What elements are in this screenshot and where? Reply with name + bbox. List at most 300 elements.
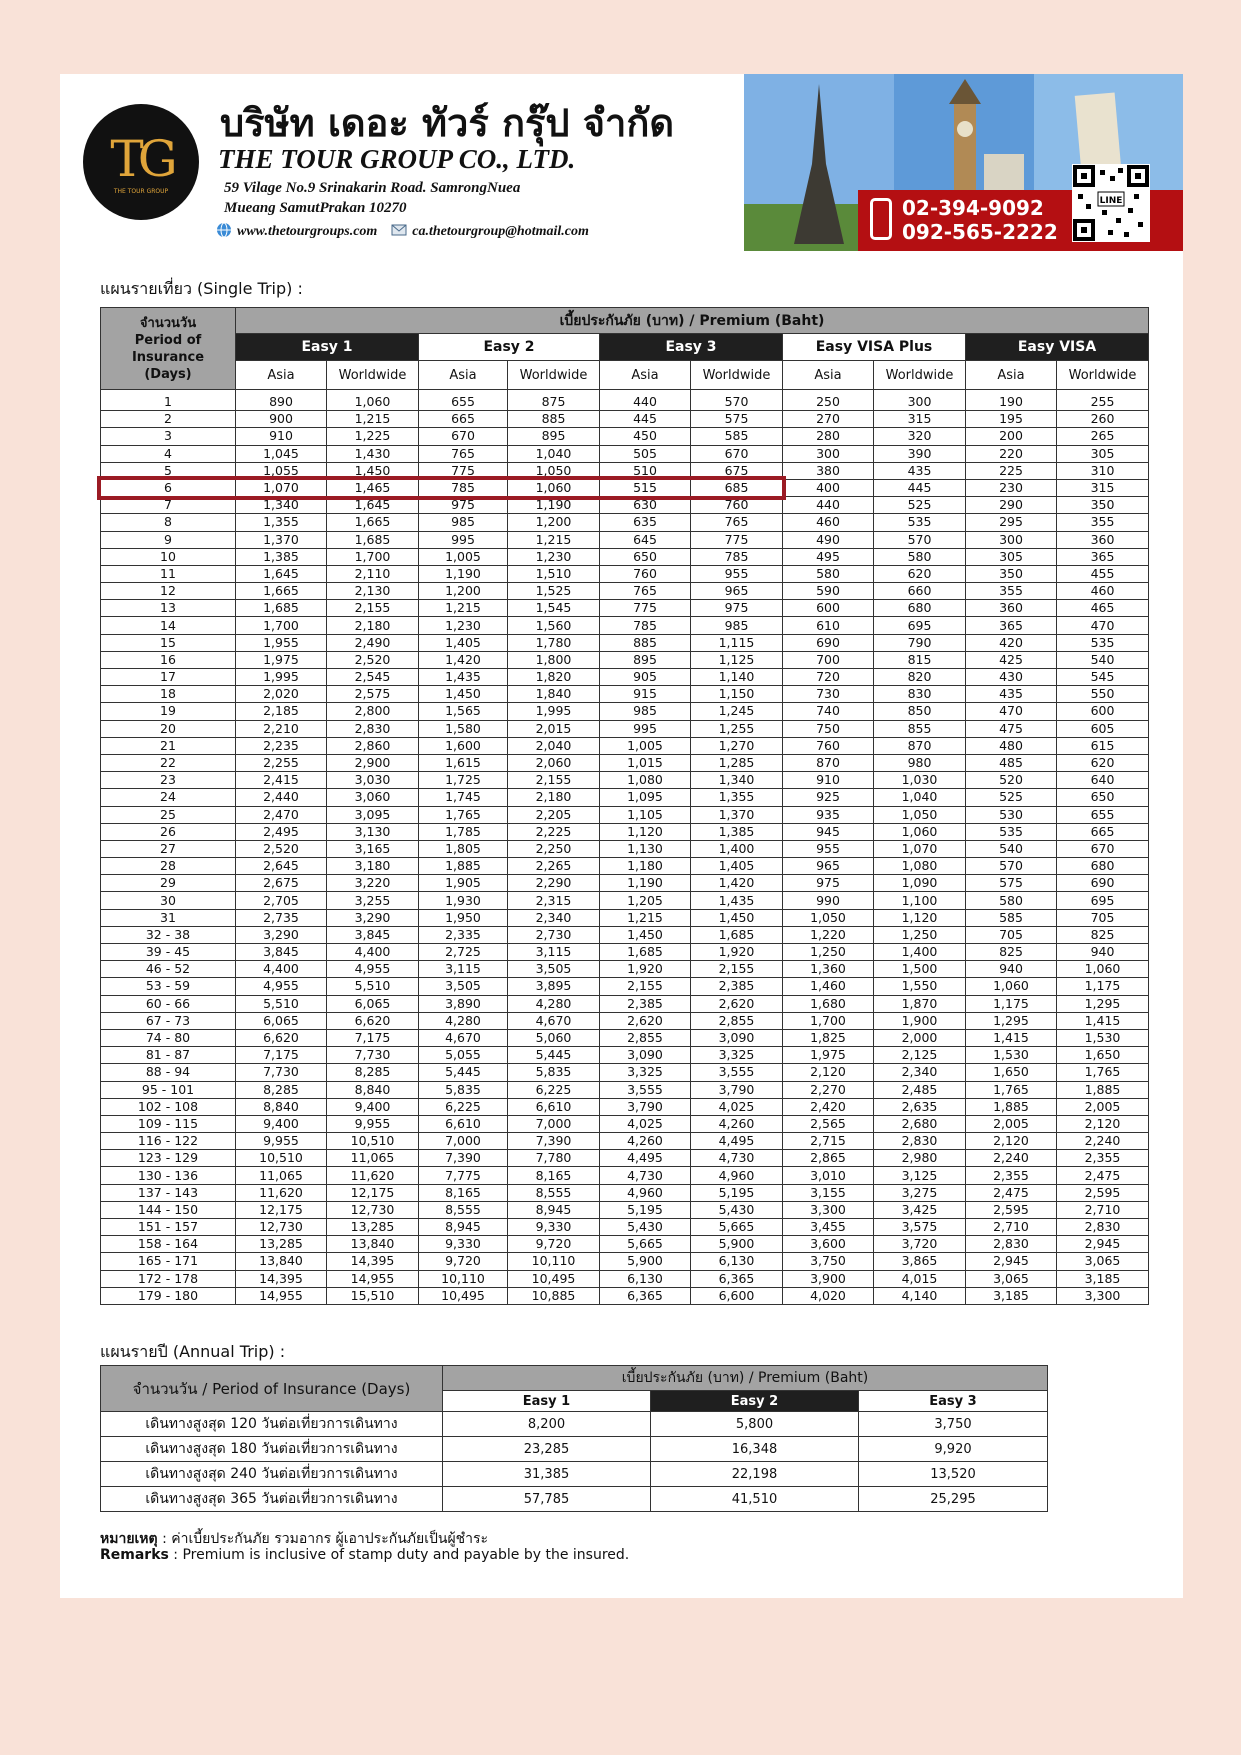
premium-cell: 2,120 (1057, 1115, 1149, 1132)
table-row (101, 1236, 1149, 1253)
premium-cell: 8,165 (508, 1167, 600, 1184)
globe-icon (216, 222, 232, 238)
premium-cell: 1,070 (236, 479, 327, 496)
address-line-1: 59 Vilage No.9 Srinakarin Road. SamrongNuea (224, 180, 521, 196)
premium-cell: 775 (600, 600, 691, 617)
premium-cell: 4,025 (600, 1115, 691, 1132)
annual-plan-easy3: Easy 3 (859, 1391, 1048, 1412)
premium-cell: 1,340 (691, 772, 783, 789)
premium-cell: 7,775 (419, 1167, 508, 1184)
period-cell: 21 (101, 737, 236, 754)
premium-cell: 760 (783, 737, 874, 754)
premium-cell: 1,060 (966, 978, 1057, 995)
premium-cell: 2,635 (874, 1098, 966, 1115)
table-row (101, 1012, 1149, 1029)
table-row (101, 772, 1149, 789)
premium-cell: 540 (966, 840, 1057, 857)
premium-cell: 2,830 (1057, 1219, 1149, 1236)
premium-cell: 3,185 (1057, 1270, 1149, 1287)
premium-cell: 320 (874, 428, 966, 445)
premium-cell: 2,470 (236, 806, 327, 823)
premium-cell: 2,110 (327, 565, 419, 582)
premium-cell: 2,155 (600, 978, 691, 995)
premium-cell: 280 (783, 428, 874, 445)
premium-cell: 1,090 (874, 875, 966, 892)
premium-cell: 3,325 (600, 1064, 691, 1081)
premium-cell: 1,650 (966, 1064, 1057, 1081)
premium-cell: 3,720 (874, 1236, 966, 1253)
premium-cell: 2,980 (874, 1150, 966, 1167)
premium-cell: 2,000 (874, 1029, 966, 1046)
rate-sheet (60, 74, 1183, 1598)
premium-cell: 2,020 (236, 686, 327, 703)
table-row (101, 617, 1149, 634)
premium-cell: 885 (508, 411, 600, 428)
period-cell: 6 (101, 479, 236, 496)
premium-cell: 1,550 (874, 978, 966, 995)
premium-cell: 1,765 (419, 806, 508, 823)
table-row (101, 1219, 1149, 1236)
premium-cell: 3,030 (327, 772, 419, 789)
premium-cell: 5,445 (419, 1064, 508, 1081)
annual-plan-easy1: Easy 1 (443, 1391, 651, 1412)
annual-premium-cell: 31,385 (443, 1462, 651, 1487)
premium-cell: 870 (783, 754, 874, 771)
premium-cell: 14,395 (236, 1270, 327, 1287)
contact-row (216, 222, 589, 240)
period-cell: 151 - 157 (101, 1219, 236, 1236)
premium-cell: 650 (1057, 789, 1149, 806)
table-row (101, 514, 1149, 531)
premium-cell: 535 (874, 514, 966, 531)
premium-cell: 1,040 (874, 789, 966, 806)
highlighted-row-marker (97, 476, 786, 499)
premium-cell: 7,175 (327, 1029, 419, 1046)
premium-cell: 360 (1057, 531, 1149, 548)
annual-premium-cell: 57,785 (443, 1487, 651, 1512)
premium-cell: 495 (783, 548, 874, 565)
annual-premium-cell: 5,800 (651, 1412, 859, 1437)
plan-header-easy-visa: Easy VISA (966, 334, 1149, 361)
premium-cell: 885 (600, 634, 691, 651)
premium-cell: 9,720 (508, 1236, 600, 1253)
company-name-english: THE TOUR GROUP CO., LTD. (218, 144, 576, 174)
premium-cell: 3,505 (508, 961, 600, 978)
premium-cell: 1,785 (419, 823, 508, 840)
premium-cell: 1,805 (419, 840, 508, 857)
premium-cell: 2,725 (419, 944, 508, 961)
remark-thai-label: หมายเหตุ (100, 1531, 158, 1547)
premium-cell: 4,670 (419, 1029, 508, 1046)
annual-period-cell: เดินทางสูงสุด 240 วันต่อเที่ยวการเดินทาง (101, 1462, 443, 1487)
table-row (101, 1462, 1048, 1487)
premium-cell: 2,155 (508, 772, 600, 789)
table-row (101, 909, 1149, 926)
premium-cell: 3,065 (1057, 1253, 1149, 1270)
premium-cell: 2,265 (508, 858, 600, 875)
premium-cell: 2,545 (327, 669, 419, 686)
premium-cell: 5,055 (419, 1047, 508, 1064)
premium-cell: 1,685 (327, 531, 419, 548)
premium-cell: 1,600 (419, 737, 508, 754)
premium-cell: 5,430 (691, 1201, 783, 1218)
premium-cell: 7,730 (236, 1064, 327, 1081)
premium-cell: 3,125 (874, 1167, 966, 1184)
period-cell: 60 - 66 (101, 995, 236, 1012)
premium-cell: 955 (783, 840, 874, 857)
premium-cell: 455 (1057, 565, 1149, 582)
period-cell: 19 (101, 703, 236, 720)
premium-cell: 2,180 (327, 617, 419, 634)
premium-cell: 225 (966, 462, 1057, 479)
premium-cell: 1,840 (508, 686, 600, 703)
premium-cell: 2,355 (1057, 1150, 1149, 1167)
premium-cell: 1,120 (600, 823, 691, 840)
premium-cell: 890 (236, 390, 327, 411)
premium-cell: 1,015 (600, 754, 691, 771)
premium-cell: 490 (783, 531, 874, 548)
premium-cell: 910 (236, 428, 327, 445)
premium-cell: 850 (874, 703, 966, 720)
premium-cell: 590 (783, 583, 874, 600)
premium-cell: 785 (691, 548, 783, 565)
premium-cell: 2,710 (1057, 1201, 1149, 1218)
premium-cell: 10,885 (508, 1287, 600, 1304)
premium-cell: 1,545 (508, 600, 600, 617)
premium-cell: 580 (966, 892, 1057, 909)
premium-cell: 5,665 (691, 1219, 783, 1236)
premium-cell: 10,495 (419, 1287, 508, 1304)
premium-cell: 5,195 (691, 1184, 783, 1201)
premium-cell: 815 (874, 651, 966, 668)
premium-cell: 4,400 (236, 961, 327, 978)
annual-premium-cell: 13,520 (859, 1462, 1048, 1487)
premium-cell: 1,120 (874, 909, 966, 926)
premium-cell: 3,090 (600, 1047, 691, 1064)
premium-cell: 5,060 (508, 1029, 600, 1046)
table-row (101, 1270, 1149, 1287)
premium-cell: 1,190 (508, 497, 600, 514)
premium-cell: 750 (783, 720, 874, 737)
email-link[interactable]: ca.thetourgroup@hotmail.com (412, 224, 589, 239)
period-cell: 144 - 150 (101, 1201, 236, 1218)
premium-cell: 4,955 (236, 978, 327, 995)
premium-cell: 12,175 (236, 1201, 327, 1218)
premium-cell: 620 (874, 565, 966, 582)
premium-cell: 3,575 (874, 1219, 966, 1236)
premium-cell: 580 (783, 565, 874, 582)
premium-cell: 2,120 (783, 1064, 874, 1081)
premium-cell: 665 (419, 411, 508, 428)
premium-cell: 440 (600, 390, 691, 411)
premium-cell: 680 (1057, 858, 1149, 875)
table-row (101, 961, 1149, 978)
premium-cell: 360 (966, 600, 1057, 617)
premium-cell: 1,995 (236, 669, 327, 686)
table-row (101, 1081, 1149, 1098)
premium-cell: 1,420 (691, 875, 783, 892)
premium-cell: 1,080 (600, 772, 691, 789)
premium-cell: 610 (783, 617, 874, 634)
premium-cell: 5,195 (600, 1201, 691, 1218)
premium-cell: 1,530 (1057, 1029, 1149, 1046)
premium-cell: 2,830 (966, 1236, 1057, 1253)
table-row (101, 1184, 1149, 1201)
premium-cell: 3,300 (1057, 1287, 1149, 1304)
premium-cell: 2,475 (1057, 1167, 1149, 1184)
plan-header-easy1: Easy 1 (236, 334, 419, 361)
premium-cell: 4,280 (508, 995, 600, 1012)
premium-cell: 460 (1057, 583, 1149, 600)
annual-period-header: จำนวนวัน / Period of Insurance (Days) (101, 1366, 443, 1412)
premium-cell: 995 (419, 531, 508, 548)
annual-premium-cell: 16,348 (651, 1437, 859, 1462)
premium-cell: 660 (874, 583, 966, 600)
period-cell: 30 (101, 892, 236, 909)
premium-cell: 2,290 (508, 875, 600, 892)
premium-cell: 1,530 (966, 1047, 1057, 1064)
premium-cell: 1,955 (236, 634, 327, 651)
period-cell: 4 (101, 445, 236, 462)
premium-cell: 9,720 (419, 1253, 508, 1270)
premium-cell: 2,155 (691, 961, 783, 978)
premium-cell: 975 (691, 600, 783, 617)
premium-cell: 4,960 (691, 1167, 783, 1184)
premium-cell: 295 (966, 514, 1057, 531)
premium-cell: 2,865 (783, 1150, 874, 1167)
premium-cell: 585 (691, 428, 783, 445)
premium-cell: 1,270 (691, 737, 783, 754)
premium-cell: 4,730 (691, 1150, 783, 1167)
premium-cell: 2,440 (236, 789, 327, 806)
premium-cell: 1,450 (691, 909, 783, 926)
premium-cell: 1,905 (419, 875, 508, 892)
premium-cell: 13,285 (327, 1219, 419, 1236)
phone-number-1[interactable]: 02-394-9092 (902, 196, 1044, 220)
plan-header-easy2: Easy 2 (419, 334, 600, 361)
premium-cell: 695 (874, 617, 966, 634)
premium-cell: 2,520 (327, 651, 419, 668)
premium-cell: 2,830 (874, 1133, 966, 1150)
premium-cell: 265 (1057, 428, 1149, 445)
premium-cell: 1,500 (874, 961, 966, 978)
premium-cell: 440 (783, 497, 874, 514)
table-row (101, 1064, 1149, 1081)
premium-cell: 8,285 (327, 1064, 419, 1081)
premium-cell: 1,080 (874, 858, 966, 875)
table-row (101, 1098, 1149, 1115)
period-cell: 1 (101, 390, 236, 411)
premium-cell: 1,765 (966, 1081, 1057, 1098)
period-cell: 130 - 136 (101, 1167, 236, 1184)
premium-cell: 895 (508, 428, 600, 445)
premium-cell: 580 (874, 548, 966, 565)
period-cell: 8 (101, 514, 236, 531)
annual-premium-cell: 23,285 (443, 1437, 651, 1462)
premium-cell: 520 (966, 772, 1057, 789)
premium-cell: 435 (874, 462, 966, 479)
premium-cell: 3,065 (966, 1270, 1057, 1287)
premium-cell: 4,015 (874, 1270, 966, 1287)
premium-cell: 635 (600, 514, 691, 531)
premium-cell: 260 (1057, 411, 1149, 428)
table-row (101, 703, 1149, 720)
premium-cell: 8,555 (508, 1184, 600, 1201)
premium-cell: 830 (874, 686, 966, 703)
premium-cell: 1,975 (783, 1047, 874, 1064)
premium-cell: 2,415 (236, 772, 327, 789)
table-row (101, 1029, 1149, 1046)
premium-cell: 1,450 (419, 686, 508, 703)
single-trip-label: แผนรายเที่ยว (Single Trip) : (100, 279, 303, 298)
premium-cell: 1,565 (419, 703, 508, 720)
premium-cell: 8,840 (327, 1081, 419, 1098)
premium-cell: 1,700 (236, 617, 327, 634)
premium-cell: 2,860 (327, 737, 419, 754)
premium-cell: 2,565 (783, 1115, 874, 1132)
premium-cell: 9,400 (236, 1115, 327, 1132)
premium-cell: 3,115 (508, 944, 600, 961)
premium-cell: 10,495 (508, 1270, 600, 1287)
premium-cell: 3,555 (691, 1064, 783, 1081)
premium-cell: 765 (691, 514, 783, 531)
premium-cell: 2,945 (966, 1253, 1057, 1270)
annual-premium-header: เบี้ยประกันภัย (บาท) / Premium (Baht) (443, 1366, 1048, 1391)
period-cell: 109 - 115 (101, 1115, 236, 1132)
premium-cell: 2,945 (1057, 1236, 1149, 1253)
premium-cell: 760 (600, 565, 691, 582)
table-row (101, 445, 1149, 462)
premium-cell: 1,680 (783, 995, 874, 1012)
premium-cell: 1,115 (691, 634, 783, 651)
premium-cell: 450 (600, 428, 691, 445)
premium-cell: 220 (966, 445, 1057, 462)
premium-cell: 1,220 (783, 926, 874, 943)
premium-cell: 515 (600, 479, 691, 496)
period-cell: 46 - 52 (101, 961, 236, 978)
premium-cell: 4,260 (600, 1133, 691, 1150)
premium-cell: 3,130 (327, 823, 419, 840)
premium-cell: 2,040 (508, 737, 600, 754)
premium-cell: 1,885 (419, 858, 508, 875)
premium-cell: 7,390 (508, 1133, 600, 1150)
premium-cell: 2,595 (966, 1201, 1057, 1218)
premium-cell: 2,235 (236, 737, 327, 754)
premium-cell: 1,050 (508, 462, 600, 479)
premium-cell: 775 (419, 462, 508, 479)
premium-cell: 2,855 (691, 1012, 783, 1029)
premium-cell: 1,510 (508, 565, 600, 582)
table-row (101, 754, 1149, 771)
period-cell: 172 - 178 (101, 1270, 236, 1287)
premium-cell: 2,335 (419, 926, 508, 943)
premium-cell: 4,020 (783, 1287, 874, 1304)
premium-cell: 740 (783, 703, 874, 720)
premium-cell: 1,215 (508, 531, 600, 548)
premium-cell: 4,730 (600, 1167, 691, 1184)
phone-number-2[interactable]: 092-565-2222 (902, 220, 1058, 244)
premium-cell: 1,700 (327, 548, 419, 565)
premium-cell: 15,510 (327, 1287, 419, 1304)
premium-cell: 1,665 (236, 583, 327, 600)
table-row (101, 548, 1149, 565)
premium-cell: 4,495 (691, 1133, 783, 1150)
premium-cell: 720 (783, 669, 874, 686)
premium-cell: 2,225 (508, 823, 600, 840)
premium-cell: 670 (691, 445, 783, 462)
premium-cell: 705 (1057, 909, 1149, 926)
premium-cell: 5,900 (600, 1253, 691, 1270)
premium-cell: 2,705 (236, 892, 327, 909)
table-row (101, 1115, 1149, 1132)
premium-cell: 8,165 (419, 1184, 508, 1201)
premium-cell: 5,835 (419, 1081, 508, 1098)
website-link[interactable]: www.thetourgroups.com (237, 224, 378, 239)
table-row (101, 1412, 1048, 1437)
premium-cell: 510 (600, 462, 691, 479)
premium-cell: 7,175 (236, 1047, 327, 1064)
premium-cell: 1,780 (508, 634, 600, 651)
premium-cell: 2,735 (236, 909, 327, 926)
premium-cell: 2,210 (236, 720, 327, 737)
premium-cell: 11,620 (327, 1167, 419, 1184)
premium-cell: 765 (600, 583, 691, 600)
premium-cell: 1,615 (419, 754, 508, 771)
premium-cell: 655 (419, 390, 508, 411)
premium-cell: 2,240 (966, 1150, 1057, 1167)
plan-header-easy-visa-plus: Easy VISA Plus (783, 334, 966, 361)
table-row (101, 531, 1149, 548)
premium-cell: 1,295 (966, 1012, 1057, 1029)
premium-cell: 8,945 (508, 1201, 600, 1218)
remark-english (100, 1547, 629, 1563)
table-row (101, 428, 1149, 445)
premium-cell: 630 (600, 497, 691, 514)
premium-cell: 1,175 (966, 995, 1057, 1012)
premium-cell: 1,340 (236, 497, 327, 514)
premium-cell: 2,015 (508, 720, 600, 737)
table-row (101, 1047, 1149, 1064)
premium-cell: 8,555 (419, 1201, 508, 1218)
premium-cell: 1,040 (508, 445, 600, 462)
premium-cell: 1,930 (419, 892, 508, 909)
premium-cell: 2,125 (874, 1047, 966, 1064)
premium-cell: 1,920 (691, 944, 783, 961)
period-cell: 11 (101, 565, 236, 582)
premium-cell: 3,090 (691, 1029, 783, 1046)
premium-cell: 425 (966, 651, 1057, 668)
premium-cell: 955 (691, 565, 783, 582)
premium-cell: 730 (783, 686, 874, 703)
premium-cell: 3,845 (236, 944, 327, 961)
period-cell: 25 (101, 806, 236, 823)
premium-cell: 1,215 (419, 600, 508, 617)
premium-cell: 645 (600, 531, 691, 548)
subheader-worldwide: Worldwide (874, 361, 966, 390)
premium-cell: 200 (966, 428, 1057, 445)
period-cell: 53 - 59 (101, 978, 236, 995)
premium-cell: 940 (1057, 944, 1149, 961)
subheader-worldwide: Worldwide (508, 361, 600, 390)
premium-cell: 615 (1057, 737, 1149, 754)
premium-cell: 1,685 (236, 600, 327, 617)
premium-cell: 4,670 (508, 1012, 600, 1029)
premium-cell: 2,645 (236, 858, 327, 875)
table-row (101, 944, 1149, 961)
premium-cell: 315 (874, 411, 966, 428)
premium-cell: 925 (783, 789, 874, 806)
premium-cell: 535 (966, 823, 1057, 840)
